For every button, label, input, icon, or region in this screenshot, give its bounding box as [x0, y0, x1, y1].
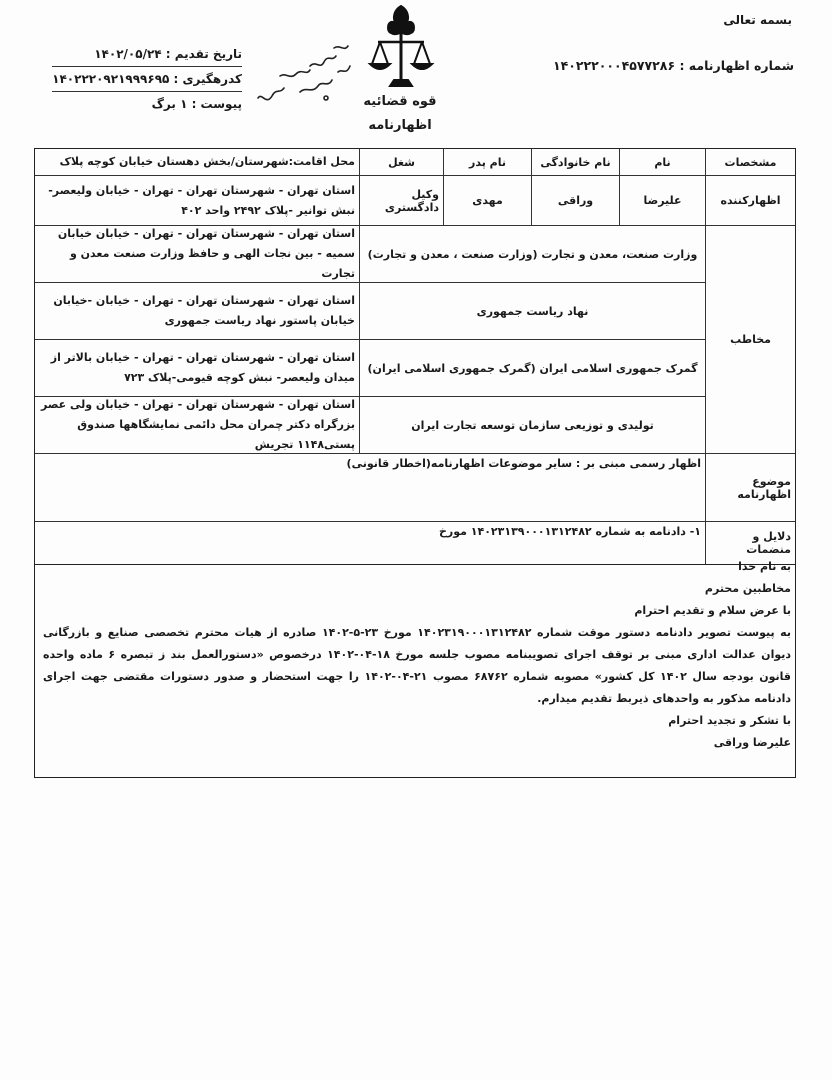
body-line: با تشکر و تجدید احترام [668, 714, 791, 727]
reasons-value: ۱- دادنامه به شماره ۱۴۰۲۳۱۳۹۰۰۰۱۳۱۲۴۸۲ مورخ [438, 525, 701, 538]
subject-label: موضوع اظهارنامه [705, 454, 795, 521]
body-line: به نام خدا [738, 560, 791, 573]
tracking-code: ۱۴۰۲۲۲۰۹۲۱۹۹۹۶۹۵ [52, 72, 170, 86]
addressee-name: نهاد ریاست جمهوری [359, 283, 705, 339]
body-line: مخاطبین محترم [704, 582, 791, 595]
submission-date: ۱۴۰۲/۰۵/۲۴ [94, 47, 162, 61]
header-family: نام خانوادگی [531, 149, 619, 175]
applicant-name: علیرضا [619, 176, 705, 225]
header-left [52, 42, 242, 116]
addressee-name: گمرک جمهوری اسلامی ایران (گمرک جمهوری اسلامی ایران) [359, 340, 705, 396]
addressees-list [35, 226, 705, 453]
header-right [553, 14, 794, 73]
addressee-row [35, 226, 705, 283]
header-specs: مشخصات [705, 149, 795, 175]
addressee-row [35, 340, 705, 397]
applicant-job: وکیل دادگستری [359, 176, 443, 225]
applicant-row [35, 176, 795, 226]
header-name: نام [619, 149, 705, 175]
addressee-row [35, 397, 705, 453]
addressee-address: استان تهران - شهرستان تهران - تهران - خیابان ولی عصر بزرگراه دکتر چمران محل دائمی نمایشگاهها صندوق پستی۱۱۴۸ تجریش [40, 398, 355, 451]
table-header-row [35, 149, 795, 176]
subject-row [35, 454, 795, 522]
bismillah: بسمه تعالی [723, 13, 792, 27]
letter-body [34, 536, 796, 778]
addressee-row [35, 283, 705, 340]
subject-value: اظهار رسمی مبنی بر : سایر موضوعات اظهارنامه(اخطار قانونی) [346, 457, 701, 470]
header-job: شغل [359, 149, 443, 175]
submission-date-label: تاریخ تقدیم : [165, 47, 242, 61]
header-address: محل اقامت:شهرستان/بخش دهستان خیابان کوچه پلاک [59, 155, 355, 168]
body-line: با عرض سلام و تقدیم احترام [634, 604, 791, 617]
org-name: قوه قضائیه [363, 94, 437, 109]
body-signature-name: علیرضا وراقی [713, 736, 791, 749]
addressees-group [35, 226, 795, 454]
submission-date-row [52, 42, 242, 67]
notice-table [34, 148, 796, 565]
header-father: نام پدر [443, 149, 531, 175]
reasons-label: دلایل و منضمات [705, 522, 795, 564]
applicant-label: اظهارکننده [705, 176, 795, 225]
notice-number-label: شماره اظهارنامه : [679, 58, 794, 73]
addressee-name: تولیدی و توزیعی سازمان توسعه تجارت ایران [359, 397, 705, 453]
addressee-address: استان تهران - شهرستان تهران - تهران - خیابان خیابان سمیه - بین نجات الهی و حافظ وزارت صنعت معدن و تجارت [57, 227, 355, 280]
attachment-value: ۱ برگ [151, 97, 188, 111]
tracking-code-label: کدرهگیری : [173, 72, 242, 86]
handwritten-signature-icon [250, 36, 360, 116]
doc-title: اظهارنامه [368, 118, 432, 133]
notice-number: ۱۴۰۲۲۲۰۰۰۴۵۷۷۲۸۶ [553, 58, 676, 73]
attachment-label: پیوست : [191, 97, 242, 111]
applicant-family: وراقی [531, 176, 619, 225]
notice-number-row [553, 60, 794, 73]
body-paragraph: به پیوست تصویر دادنامه دستور موقت شماره ۱۴۰۲۳۱۹۰۰۰۱۳۱۲۴۸۲ مورخ ۲۳-۵-۱۴۰۲ صادره از هیات محترم تخصصی صنایع و بازرگانی دیوان عدالت اداری مبنی بر توقف اجرای تصویبنامه مصوب جلسه مورخ ۱۸-۰۴-۱۴۰۲ درخصوص «دستورالعمل بند ز تبصره ۶ ماده واحده قانون بودجه سال ۱۴۰۲ کل کشور» مصوبه شماره ۶۸۷۶۲ مصوب ۲۱-۰۴-۱۴۰۲ را جهت استحضار و صدور دستورات مقتضی جهت اجرای دادنامه مذکور به واحدهای ذیربط تقدیم میدارم. [43, 626, 792, 705]
attachment-row [52, 92, 242, 116]
addressee-address: استان تهران - شهرستان تهران - تهران - خیابان بالاتر از میدان ولیعصر- نبش کوچه قیومی-پلاک ۷۲۳ [50, 351, 355, 384]
addressee-name: وزارت صنعت، معدن و تجارت (وزارت صنعت ، معدن و تجارت) [359, 226, 705, 282]
addressee-address: استان تهران - شهرستان تهران - تهران - خیابان -خیابان خیابان پاستور نهاد ریاست جمهوری [53, 294, 355, 327]
addressee-label: مخاطب [705, 226, 795, 453]
applicant-father: مهدی [443, 176, 531, 225]
applicant-address: استان تهران - شهرستان تهران - تهران - خیابان ولیعصر- نبش توانیر -پلاک ۲۴۹۲ واحد ۴۰۲ [48, 183, 355, 217]
judiciary-emblem-icon [366, 2, 436, 90]
tracking-code-row [52, 67, 242, 92]
